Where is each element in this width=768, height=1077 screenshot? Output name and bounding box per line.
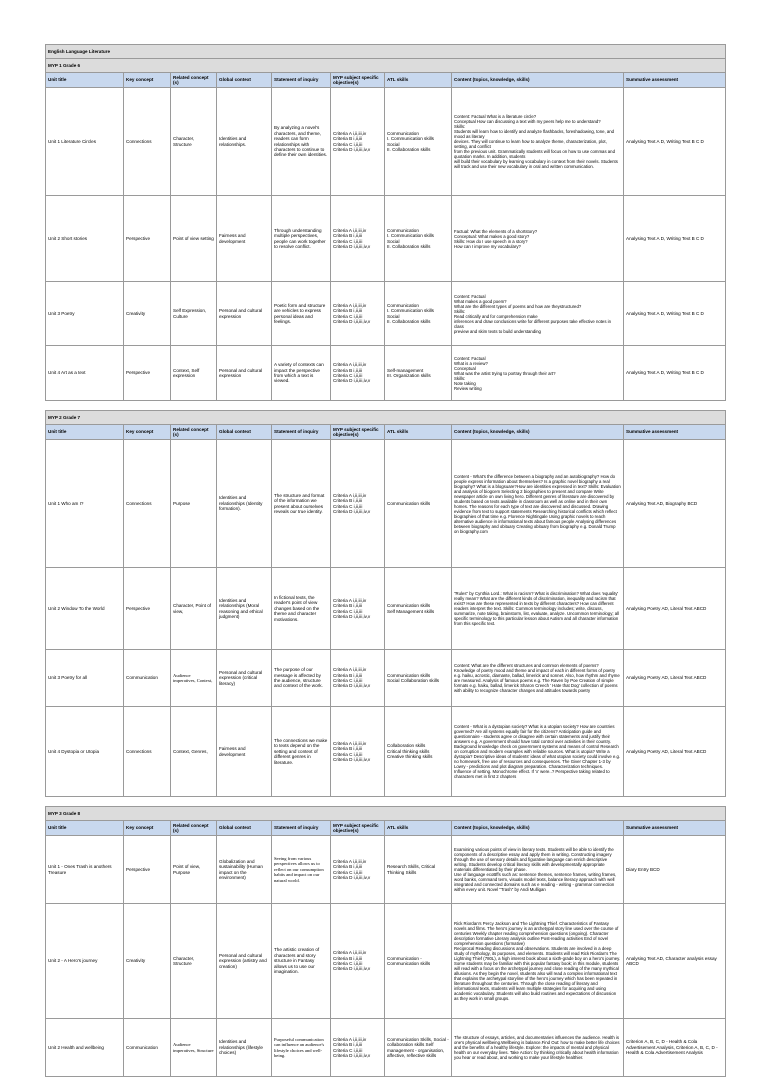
statement-of-inquiry: By analyzing a novel's characters, and theme, readers can form relationships with characters to continue to define their own identities. — [272, 88, 331, 196]
myp-objectives: Criteria A i,ii,iii,iv Criteria B i,ii,iii Criteria C i,ii,iii Criteria D i,ii,iii,iv,v — [331, 707, 385, 797]
table-row — [46, 282, 726, 346]
statement-of-inquiry: Seeing from various perspectives allows us to reflect on our consumption habits and impact on our natural world. — [272, 836, 331, 904]
table-row — [46, 196, 726, 282]
statement-of-inquiry: The artistic creation of characters and story structure in Fantasy allows us to use our imagination. — [272, 904, 331, 1019]
column-header: Content (topics, knowledge, skills) — [452, 425, 624, 440]
global-context: Fairness and development — [217, 707, 272, 797]
table-row — [46, 88, 726, 196]
key-concept: Perspective — [124, 568, 171, 650]
myp-objectives: Criteria A i,ii,iii,iv Criteria B i,ii,iii Criteria C i,ii,iii Criteria D i,ii,iii,iv,v — [331, 346, 385, 401]
year-row — [46, 807, 726, 821]
column-header: Unit title — [46, 425, 124, 440]
summative-assessment: Analysing Text A D, Writing Text B C D — [624, 88, 726, 196]
table-row — [46, 707, 726, 797]
header-row — [46, 73, 726, 88]
column-header: Related concept (s) — [171, 821, 217, 836]
table-body — [46, 45, 726, 1077]
myp-objectives: Criteria A i,ii,iii,iv Criteria B i,ii,iii Criteria C i,ii,iii Criteria D i,ii,iii,iv,v — [331, 282, 385, 346]
unit-title: Unit 1 - Ones Trash is anothers Treasure — [46, 836, 124, 904]
column-header: ATL skills — [385, 73, 452, 88]
column-header: ATL skills — [385, 821, 452, 836]
table-row — [46, 836, 726, 904]
header-row — [46, 821, 726, 836]
unit-title: Unit 3 Poetry for all — [46, 650, 124, 707]
related-concept: Purpose — [171, 440, 217, 568]
statement-of-inquiry: Through understanding multiple perspectives, people can work together to resolve conflict. — [272, 196, 331, 282]
atl-skills: Communication skills Self Management skills — [385, 568, 452, 650]
atl-skills: Communication I. Communication skills Social II. Collaboration skills — [385, 88, 452, 196]
column-header: Statement of inquiry — [272, 73, 331, 88]
statement-of-inquiry: Purposeful communication can influence an audience's lifestyle choices and well-being. — [272, 1019, 331, 1077]
column-header: Statement of inquiry — [272, 425, 331, 440]
atl-skills: Communication skills — [385, 440, 452, 568]
table-row — [46, 440, 726, 568]
statement-of-inquiry: In fictional texts, the reader's point of view changes based on the theme and character motivations. — [272, 568, 331, 650]
key-concept: Communication — [124, 650, 171, 707]
unit-title: Unit 2 Short stories — [46, 196, 124, 282]
unit-title: Unit 1 Literature Circles — [46, 88, 124, 196]
summative-assessment: Analysing Text AD, Character analysis essay ABCD — [624, 904, 726, 1019]
related-concept: Audience imperatives, Structure — [171, 1019, 217, 1077]
column-header: Global context — [217, 425, 272, 440]
content-cell: Content - What's the difference between a biography and an autobiography? How do people express information about themselves? Is a graphic novel biography a real biography? What is a blogsuare?How are identities expressed in text? Skills: Evaluation and analysis of biogcem Selecting 2 biographies to present and compare Write newspaper article on own living hero. Different genres of literature are discovered by students based on texts available in classroom as well as online and in their own homes. The reasons for each type of text are discovered and discussed. Drawing evidence from text to support statements Researching historical conflicts which reflect biographies of that time e.g. Florence Nightingale Using graphic novels to reach alternative audience in informational texts about famous people Analysing differences between biography and obituary Creating obituary from biography e.g. Donald Trump on biography.com — [452, 440, 624, 568]
key-concept: Perspective — [124, 346, 171, 401]
header-row — [46, 425, 726, 440]
myp-objectives: Criteria A i,ii,iii,iv Criteria B i,ii,iii Criteria C i,ii,iii Criteria D i,ii,iii,iv,v — [331, 650, 385, 707]
content-cell: Content: What are the different structures and common elements of poems? Knowledge of poetry mood and theme and impact of each in different forms of poetry e.g. haiku, acrostic, diamante, ballad, limerick and sonnet. Also, how rhythm and rhyme are measured. Analysis of famous poems e.g. The Raven by Poe Creation of simple formats e.g. haiku, ballad, limerick Sharon Creech ' Hate that Dog' collection of poems with ability to recognize character changes and attitudes towards poetry — [452, 650, 624, 707]
year-label: MYP 3 Grade 8 — [46, 807, 726, 821]
statement-of-inquiry: The structure and format of the information we present about ourselves reveals our true identity. — [272, 440, 331, 568]
column-header: Content (topics, knowledge, skills) — [452, 821, 624, 836]
summative-assessment: Analysing Text A D, Writing Text B C D — [624, 346, 726, 401]
global-context: Identities and relationships (Moral reasoning and ethical judgment) — [217, 568, 272, 650]
myp-objectives: Criteria A i,ii,iii,iv Criteria B i,ii,iii Criteria C i,ii,iii Criteria D i,ii,iii,iv,v — [331, 440, 385, 568]
related-concept: Context, Genres, — [171, 707, 217, 797]
column-header: Statement of inquiry — [272, 821, 331, 836]
key-concept: Connections — [124, 440, 171, 568]
myp-objectives: Criteria A i,ii,iii,iv Criteria B i,ii,iii Criteria C i,ii,iii Criteria D i,ii,iii,iv,v — [331, 904, 385, 1019]
related-concept: Character, Point of view, — [171, 568, 217, 650]
table-row — [46, 650, 726, 707]
key-concept: Creativity — [124, 904, 171, 1019]
summative-assessment: Analysing Poetry AD, Literal Text ABCD — [624, 568, 726, 650]
statement-of-inquiry: A variety of contexts can impact the perspective from which a text is viewed. — [272, 346, 331, 401]
global-context: Personal and cultural expression — [217, 282, 272, 346]
unit-title: Unit 2 - A Hero's journey — [46, 904, 124, 1019]
atl-skills: Communication skills Social Collaboration skills — [385, 650, 452, 707]
related-concept: Audience imperatives, Context, — [171, 650, 217, 707]
content-cell: Content - What is a dystopian society? What is a utopian society? How are countries governed? Are all systems equally fair for the citizens? Anticipation guide and questionnaire - students agree or disagree with certain statements and justify their answers e.g. A government should have total control over activities in their country. Background knowledge check on government systems and means of control Research on corruption and modern examples with reliable sources. What is utopia? Write a dystopia? Descriptive ideas of students' ideas of what utopian society could involve e.g. no homework, free use of resources and consequences. The Giver Chapter 1-3 by Lowry - predictions and plot diagram preparation. Characterization techniques. Influence of setting. Monochrome effect. If 'x' were..? Perspective taking related to characters met in first 2 chapters — [452, 707, 624, 797]
table-row — [46, 1019, 726, 1077]
unit-title: Unit 2 Window To the World — [46, 568, 124, 650]
atl-skills: Research Skills, Critical Thinking Skills — [385, 836, 452, 904]
column-header: MYP subject specific objective(s) — [331, 73, 385, 88]
unit-title: Unit 1 Who am I? — [46, 440, 124, 568]
global-context: Identities and relationships (lifestyle choices) — [217, 1019, 272, 1077]
column-header: ATL skills — [385, 425, 452, 440]
unit-title: Unit 3 Poetry — [46, 282, 124, 346]
column-header: Key concept — [124, 73, 171, 88]
atl-skills: Communication Skills, Social - collaboration skills Self management - organisation, affective, reflective skills — [385, 1019, 452, 1077]
atl-skills: Collaboration skills Critical thinking skills Creative thinking skills — [385, 707, 452, 797]
statement-of-inquiry: The connections we make to texts depend on the setting and context of different genres in literature. — [272, 707, 331, 797]
column-header: Summative assessment — [624, 821, 726, 836]
table-row — [46, 568, 726, 650]
key-concept: Perspective — [124, 836, 171, 904]
unit-title: Unit 4 Dystopia or Utopia — [46, 707, 124, 797]
global-context: Fairness and development — [217, 196, 272, 282]
spacer-cell — [46, 401, 726, 411]
atl-skills: Communication I. Communication skills Social II. Collaboration skills — [385, 282, 452, 346]
summative-assessment: Analysing Poetry AD, Literal Text ABCD — [624, 707, 726, 797]
curriculum-table — [45, 44, 726, 1077]
key-concept: Connections — [124, 88, 171, 196]
summative-assessment: Diary Entry BCD — [624, 836, 726, 904]
key-concept: Creativity — [124, 282, 171, 346]
column-header: Key concept — [124, 425, 171, 440]
global-context: Personal and cultural expression — [217, 346, 272, 401]
related-concept: Character, Structure — [171, 88, 217, 196]
global-context: Personal and cultural expression (artistry and creation) — [217, 904, 272, 1019]
atl-skills: Communication - Communication skills — [385, 904, 452, 1019]
column-header: Content (topics, knowledge, skills) — [452, 73, 624, 88]
year-label: MYP 1 Grade 6 — [46, 59, 726, 73]
summative-assessment: Analysing Text AD, Biography BCD — [624, 440, 726, 568]
column-header: Summative assessment — [624, 73, 726, 88]
content-cell: The structure of essays, articles, and documentaries influences the audience. Health is one's physical wellbeing.Wellbeing is balance.Find Out: how to make better life choices and the benefits of a healthy lifestyle. Explore: the impacts of mental and physical health on our everyday lives. Take Action: by thinking critically about health information you hear or read about, and working to make your lifestyle healthier. — [452, 1019, 624, 1077]
myp-objectives: Criteria A i,ii,iii,iv Criteria B i,ii,iii Criteria C i,ii,iii Criteria D i,ii,iii,iv,v — [331, 1019, 385, 1077]
key-concept: Connections — [124, 707, 171, 797]
related-concept: Self Expression, Culture — [171, 282, 217, 346]
related-concept: Character, Structure — [171, 904, 217, 1019]
column-header: MYP subject specific objective(s) — [331, 425, 385, 440]
related-concept: Point of view, Purpose — [171, 836, 217, 904]
summative-assessment: Criterion A, B, C, D - Health & Cola Advertisement Analysis, Criterion A, B, C, D - Health & Cola Advertisement Analysis — [624, 1019, 726, 1077]
summative-assessment: Analysing Text A D, Writing Text B C D — [624, 196, 726, 282]
global-context: Personal and cultural expression (critical literacy) — [217, 650, 272, 707]
atl-skills: Self-management III. Organization skills — [385, 346, 452, 401]
column-header: Related concept (s) — [171, 425, 217, 440]
sheet-title: English Language Literature — [46, 45, 726, 59]
summative-assessment: Analysing Poetry AD, Literal Text ABCD — [624, 650, 726, 707]
content-cell: Content: Factual What is a review? Conceptual What was the artist trying to portray through their art? Skills: Note taking Review writing — [452, 346, 624, 401]
statement-of-inquiry: The purpose of our message is affected by the audience, structure and context of the work. — [272, 650, 331, 707]
year-row — [46, 411, 726, 425]
myp-objectives: Criteria A i,ii,iii,iv Criteria B i,ii,iii Criteria C i,ii,iii Criteria D i,ii,iii,iv,v — [331, 88, 385, 196]
myp-objectives: Criteria A i,ii,iii,iv Criteria B i,ii,iii Criteria C i,ii,iii Criteria D i,ii,iii,iv,v — [331, 568, 385, 650]
global-context: Globalization and sustainability (Human impact on the environment) — [217, 836, 272, 904]
related-concept: Point of view setting — [171, 196, 217, 282]
myp-objectives: Criteria A i,ii,iii,iv Criteria B i,ii,iii Criteria C i,ii,iii Criteria D i,ii,iii,iv,v — [331, 196, 385, 282]
curriculum-sheet — [45, 44, 725, 1077]
key-concept: Communication — [124, 1019, 171, 1077]
related-concept: Context, Self expression — [171, 346, 217, 401]
content-cell: Content: Factual What makes a good poem? What are the different types of poems and how are theystructured? Skills: Read critically and for comprehension make inferences and draw conclusions write for different purposes take effective notes in class preview and skim texts to build understanding — [452, 282, 624, 346]
content-cell: Rick Riordan's Percy Jackson and The Lightning Thief. Characteristics of Fantasy novels and films. The hero's journey is an archetypal story line used over the course of centuries Weekly chapter reading comprehension questions (ongoing). Character description formative Literary analysis outline Post-reading activities End of novel comprehension questions (formative) Reciprocal Reading discussions and observations. Students are involved in a deep study of mythology, its purposes, and elements. Students will read Rick Riordan's The Lightning Thief (780L), a high interest book about a sixth-grade boy on a hero's journey. Some students may be familiar with this popular fantasy book; in this module, students will read with a focus on the archetypal journey and close reading of the many mythical allusions. As they begin the novel, students also will read a complex informational text that explains the archetypal storyline of the hero's journey which has been repeated in literature throughout the centuries. Through the close reading of literary and informational texts, students will learn multiple strategies for acquiring and using academic vocabulary. Students will also build routines and expectations of discussion as they work in small groups. — [452, 904, 624, 1019]
column-header: Global context — [217, 821, 272, 836]
summative-assessment: Analysing Text A D, Writing Text B C D — [624, 282, 726, 346]
year-label: MYP 2 Grade 7 — [46, 411, 726, 425]
content-cell: Factual: What the elements of a shortstory? Conceptual: What makes a good story? Skills: How do I use speech in a story? How can I improve my vocabulary? — [452, 196, 624, 282]
spacer-row — [46, 797, 726, 807]
myp-objectives: Criteria A i,ii,iii,iv Criteria B i,ii,iii Criteria C i,ii,iii Criteria D i,ii,iii,iv,v — [331, 836, 385, 904]
atl-skills: Communication I. Communication skills Social II. Collaboration skills — [385, 196, 452, 282]
year-row — [46, 59, 726, 73]
column-header: Unit title — [46, 821, 124, 836]
spacer-row — [46, 401, 726, 411]
spacer-cell — [46, 797, 726, 807]
content-cell: "Rules" by Cynthia Lord.: What is racism? What is discrimination? What does 'equality' really mean? What are the different kinds of discrimination, inequality and racism that exist? How are these represented in texts by different characters? How can different readers interpret the text. Skills: Common terminology includes; write, discuss, summarize, note taking, brainstorm, list, evaluate, analyze. Uncommon terminology; all specific terminology to this particular lesson about Autism and all character information from this specific text. — [452, 568, 624, 650]
column-header: Unit title — [46, 73, 124, 88]
statement-of-inquiry: Poetic form and structure are vehicles to express personal ideas and feelings. — [272, 282, 331, 346]
global-context: Identities and relationships. — [217, 88, 272, 196]
content-cell: Content: Factual What is a literature circle? Conceptual How can discussing a text with my peers help me to understand? Skills: Students will learn how to identify and analyze flashbacks, foreshadowing, tone, and mood as literary devices. They will continue to learn how to analyze theme, characterization, plot, setting, and conflict from the previous unit. Grammatically students will focus on how to use commas and quotation marks. In addition, students will build their vocabulary by learning vocabulary in context from their novels. Students will track and use their new vocabulary in oral and written communication. — [452, 88, 624, 196]
unit-title: Unit 4 Art as a text — [46, 346, 124, 401]
unit-title: Unit 2 Health and wellbeing — [46, 1019, 124, 1077]
column-header: Related concept (s) — [171, 73, 217, 88]
column-header: MYP subject specific objective(s) — [331, 821, 385, 836]
global-context: Identities and relationships (Identity formation). — [217, 440, 272, 568]
table-row — [46, 346, 726, 401]
column-header: Summative assessment — [624, 425, 726, 440]
key-concept: Perspective — [124, 196, 171, 282]
column-header: Key concept — [124, 821, 171, 836]
content-cell: Examining various points of view in literary texts. Students will be able to identify the components of a descriptive essay and apply them in writing. Constructing imagery through the use of sensory details and figurative language can enrich descriptive writing. Students develop critical literacy skills with developmentally appropriate materials differentiated by their phase. Use of language ecoBffs such as: sentence themes, sentence frames, writing frames, word banks, command term, visuals model texts, balance literacy approach with well integrated and connected domains such as e reading - writing - grammar connection within every unit. Novel "Trash" by Andi Mulligan — [452, 836, 624, 904]
table-row — [46, 904, 726, 1019]
title-row — [46, 45, 726, 59]
column-header: Global context — [217, 73, 272, 88]
